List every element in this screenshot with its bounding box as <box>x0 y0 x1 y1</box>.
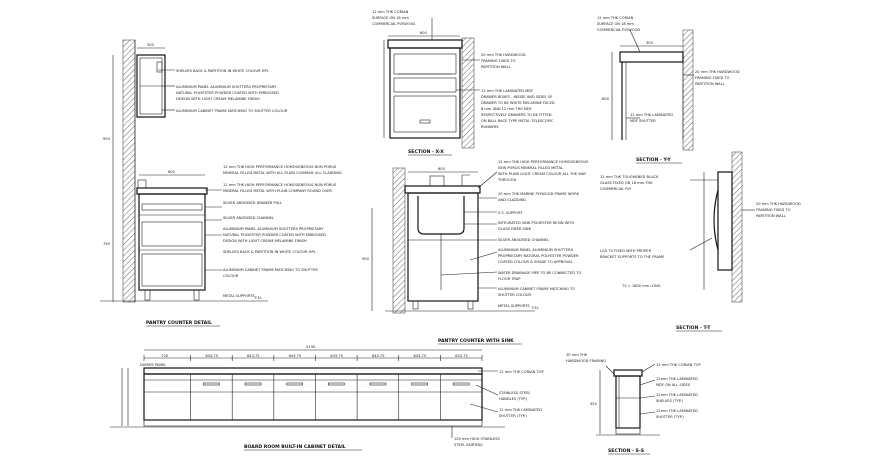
segment-dim-text: 643.75 <box>288 354 302 358</box>
note: 20 mm THK HARDWOOD <box>695 70 740 74</box>
note: GLASS FIXED ON 18 mm THK <box>600 181 653 185</box>
note: INTEGRATED SINK POLYESTER RESIN WITH <box>498 221 575 225</box>
cabinet-columns <box>191 374 470 420</box>
note: SHUTTER (TYP.) <box>656 415 684 419</box>
segment-dim-text: 643.75 <box>205 354 218 358</box>
note: DRAWER TO BE WHITE MELAMINE FACED <box>481 101 555 105</box>
note: ALUMINIUM PANEL ALUMINIUM SHUTTERS PROPRIETARY <box>223 227 324 231</box>
note: BRACKET SUPPORTS TO THE FRAME <box>600 255 665 259</box>
note: ALUMINIUM PANEL ALUMINIUM SHUTTERS <box>498 248 573 252</box>
note: AND CLADDING <box>498 198 527 202</box>
note: SILVER ANODISED CHANNEL <box>223 216 274 220</box>
note: S.S. SUPPORT <box>498 211 523 215</box>
wall-hatch <box>123 40 135 302</box>
note: SHUTTER (TYP.) <box>499 414 527 418</box>
note: COMMERCIAL PLY <box>600 187 632 191</box>
note: DRAWER BOXES - INSIDE AND SIDES OF <box>481 95 553 99</box>
drawing-title: SECTION - X-X <box>408 150 444 155</box>
dim-text: 600 <box>438 167 445 171</box>
note: SILVER ANODISED CHANNEL <box>498 238 549 242</box>
note: PROPRIETARY NATURAL POLYESTER POWDER <box>498 254 579 258</box>
cabinet-body <box>144 374 482 420</box>
pantry-counter-with-sink <box>362 160 589 344</box>
dim-text: 900 <box>362 257 369 261</box>
note: SHELVES BACK & PARTITION IN WHITE COLOUR HPL <box>223 250 316 254</box>
note: STAINLESS STEEL <box>499 391 531 395</box>
segment-dim-text: 643.75 <box>247 354 260 358</box>
segment-dim-text: 643.75 <box>413 354 427 358</box>
note: NATURAL POLYESTER POWDER COATED WITH EMBOSSED <box>176 91 279 95</box>
counter-top <box>405 186 480 193</box>
note: PARTITION WALL <box>695 82 725 86</box>
note: 20 mm THK HARDWOOD <box>481 53 526 57</box>
pantry-counter-detail <box>100 40 342 326</box>
note: MDF SHUTTER <box>630 119 656 123</box>
note: DESIGN WITH LIGHT CREAM MELAMINE FINISH <box>176 97 260 101</box>
note: 12 mm THK CORIAN <box>372 10 409 14</box>
note: 20 mm THK HARDWOOD <box>756 202 801 206</box>
drawer-handle <box>287 383 303 385</box>
dim-text: 600 <box>168 170 175 174</box>
note: SHELVES BACK & PARTITION IN WHITE COLOUR HPL <box>176 69 269 73</box>
note: RESPECTIVELY DRAWERS TO BE FITTED <box>481 113 552 117</box>
section-s-s <box>566 353 701 454</box>
section-y-y <box>597 16 740 163</box>
note: 12 mm THK CORIAN <box>597 16 634 20</box>
wall-hatch <box>683 30 693 150</box>
note: MDF ON ALL SIDES <box>656 383 691 387</box>
faucet <box>462 175 470 186</box>
note: SHELVES (TYP.) <box>656 399 683 403</box>
note: 12 mm THK LAMINATED MDF <box>481 89 534 93</box>
note: HANDLES (TYP.) <box>499 397 528 401</box>
note: 20 mm THK <box>566 353 588 357</box>
note: F.F.L <box>255 296 263 300</box>
note: FLOOR TRAP <box>498 277 521 281</box>
note: 12 mm THK CORIAN TOP <box>656 363 701 367</box>
note: MINERAL FILLED METAL WITH PLAIN COMPANY ROUND OVER <box>223 189 332 193</box>
note: 12 mm THK HIGH PERFORMANCE HOMOGENEOUS <box>498 160 589 164</box>
note: 20 mm THK MARINE PLYWOOD FRAME WORK <box>498 192 580 196</box>
note: SHUTTER COLOUR <box>498 293 532 297</box>
base-cabinet <box>139 194 205 290</box>
segment-dim-text: 643.75 <box>455 354 468 358</box>
note: PARTITION WALL <box>481 65 511 69</box>
corian-top <box>388 40 462 48</box>
note: F.F.L <box>532 306 540 310</box>
integrated-sink <box>418 196 464 234</box>
note: 12 mm THK HIGH PERFORMANCE HOMOGENEOUS NON PORUS <box>223 165 337 169</box>
note: 12mm THK LAMINATED <box>656 377 698 381</box>
segment-dims <box>144 354 482 361</box>
drawer-handle <box>453 383 469 385</box>
note: 12 mm THK CORIAN TOP <box>499 370 544 374</box>
note: 6 mm AND 12 mm THK MDF <box>481 107 532 111</box>
drawing-title: SECTION - S-S <box>608 449 645 454</box>
drawer-unit <box>390 48 460 138</box>
tv-panel-frame <box>718 172 732 270</box>
note: ALUMINIUM PANEL ALUMINIUM SHUTTERS PROPRIETARY <box>176 85 277 89</box>
note: 12 mm THK LAMINATED <box>499 408 543 412</box>
drawing-title: PANTRY COUNTER WITH SINK <box>438 339 514 344</box>
skirting <box>144 420 482 426</box>
note: LCD TV FIXED WITH PROPER <box>600 249 652 253</box>
note: 100 mm HIGH STAINLESS <box>454 437 500 441</box>
note: ALUMINIUM CABINET FRAME MATCHING TO <box>498 287 576 291</box>
wall-hatch <box>462 38 474 148</box>
note: GLASS FIBER SINK <box>498 227 531 231</box>
drawing-title: BOARD ROOM BUILT-IN CABINET DETAIL <box>244 445 346 450</box>
note: MINERAL FILLED METAL WITH ALL PLAIN COMPANY ALL CLADDING <box>223 171 342 175</box>
note: STEEL SKIRTING <box>454 443 483 447</box>
note: FRAMING FIXED TO <box>756 208 791 212</box>
board-room-cabinet <box>110 345 544 450</box>
note: NON PORUS MINERAL FILLED METAL <box>498 166 564 170</box>
corian-top <box>614 370 642 376</box>
drawer-handle <box>328 383 344 385</box>
note: FRAMING FIXED TO <box>695 76 730 80</box>
note: RUNNERS <box>481 125 499 129</box>
note: WITH PLAIN LIGHT CREAM COLOUR ALL THE WAY <box>498 172 587 176</box>
note: ON BALL RACE TYPE METAL TELESCOPIC <box>481 119 554 123</box>
counter-top <box>137 188 207 194</box>
note: 12 mm THK HIGH PERFORMANCE HOMOGENEOUS NON PORUS <box>223 183 337 187</box>
note: DESIGN WITH LIGHT CREAM MELAMINE FINISH <box>223 239 307 243</box>
note: ALUMINIUM CABINET FRAME MATCHING TO SHUTTER <box>223 268 318 272</box>
note: SURFACE ON 18 mm <box>372 16 409 20</box>
segment-dim-text: 643.75 <box>371 354 385 358</box>
note: DUMMY PANEL <box>140 363 167 367</box>
section-t-t <box>600 152 801 331</box>
note: 12 mm THK LAMINATED <box>630 113 674 117</box>
note: METAL SUPPORTS <box>498 304 530 308</box>
note: COLOUR <box>223 274 239 278</box>
cabinet-section <box>616 376 640 428</box>
drawing-title: SECTION - T-T <box>676 326 711 331</box>
wall-hatch <box>732 152 742 302</box>
note: 12mm THK LAMINATED <box>656 393 698 397</box>
wall-hatch <box>393 168 405 313</box>
note: FRAMING FIXED TO <box>481 59 516 63</box>
note: WATER DRAINAGE PIPE TO BE CONNECTED TO <box>498 271 582 275</box>
note: THROUGH <box>498 178 517 182</box>
note: 12 mm THK TOUGHENED BLACK <box>600 175 659 179</box>
dim-text: 750 <box>103 242 110 246</box>
drawer-handle <box>203 383 219 385</box>
note: 12mm THK LAMINATED <box>656 409 698 413</box>
note: METAL SUPPORTS <box>223 294 255 298</box>
dim-text: 600 <box>602 97 609 101</box>
drawing-title: SECTION - Y-Y <box>636 158 671 163</box>
note: PARTITION WALL <box>756 214 786 218</box>
dim-text: 5130 <box>306 345 316 349</box>
note: TV = 1800 mm LONG <box>622 284 661 288</box>
dim-text: 900 <box>103 137 110 141</box>
note: SILVER ANODISED DRAWER PULL <box>223 201 283 205</box>
dim-text: 300 <box>646 41 653 45</box>
note: NATURAL POLYESTER POWDER COATED WITH EMBOSSED <box>223 233 326 237</box>
dim-text: 450 <box>590 402 597 406</box>
note: SURFACE ON 18 mm <box>597 22 634 26</box>
note: ALUMINIUM CABINET FRAME MATCHING TO SHUTTER COLOUR <box>176 109 288 113</box>
drawing-title: PANTRY COUNTER DETAIL <box>146 321 212 326</box>
note: COMMERCIAL PLYWOOD <box>597 28 641 32</box>
drawer-handle <box>412 383 428 385</box>
note: COMMERCIAL PLYWOOD <box>372 22 416 26</box>
drawer-handle <box>245 383 261 385</box>
note: COATED COLOUR & SHADE TO APPROVAL <box>498 260 573 264</box>
segment-dim-text: 643.75 <box>330 354 343 358</box>
dim-text: 600 <box>420 31 427 35</box>
segment-dim-text: 720 <box>161 354 169 358</box>
section-x-x <box>372 10 555 155</box>
corian-top <box>144 368 482 374</box>
note: HARDWOOD FRAMING <box>566 359 607 363</box>
dim-text: 300 <box>147 43 154 47</box>
drawer-handle <box>370 383 386 385</box>
corian-top <box>620 52 683 62</box>
